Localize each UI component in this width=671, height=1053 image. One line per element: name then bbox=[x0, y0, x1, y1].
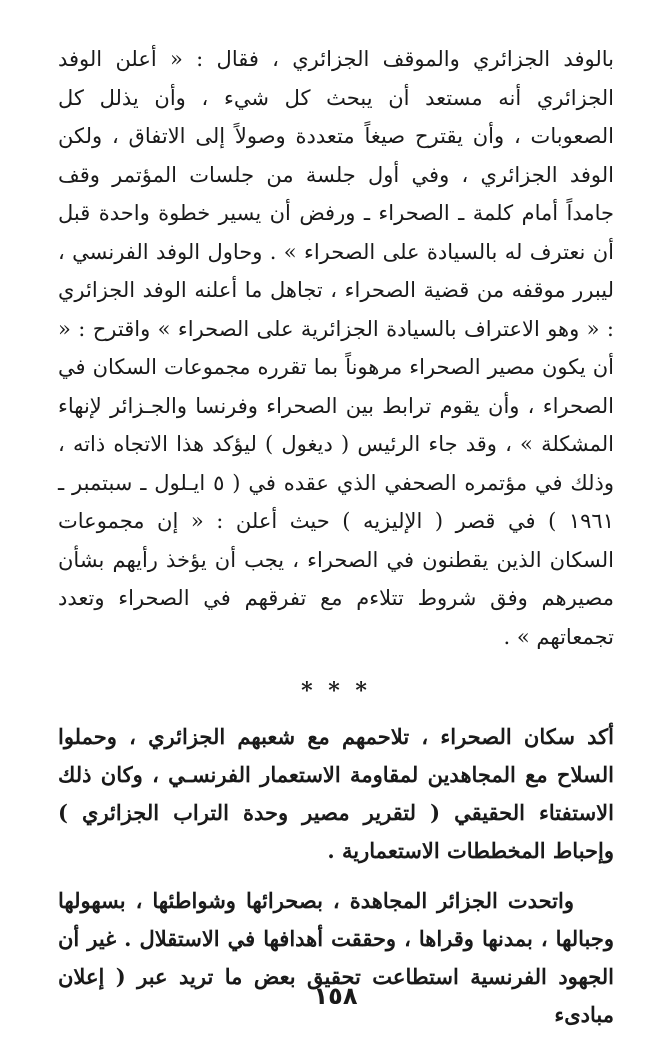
page-body bbox=[58, 40, 614, 1034]
section-separator: * * * bbox=[301, 678, 371, 704]
paragraph-3: واتحدت الجزائر المجاهدة ، بصحرائها وشواطئها ، بسهولها وجبالها ، بمدنها وقراها ، وحققت أهدافها في الاستقلال . غير أن الجهود الفرنسية استطاعت تحقيق بعض ما تريد عبر ( إعلان مبادىء bbox=[58, 888, 614, 1027]
paragraph-1: بالوفد الجزائري والموقف الجزائري ، فقال : « أعلن الوفد الجزائري أنه مستعد أن يبحث كل شيء ، وأن يذلل كل الصعوبات ، وأن يقترح صيغاً متعددة وصولاً إلى الاتفاق ، ولكن الوفد الجزائري ، وفي أول جلسة من جلسات المؤتمر وقف جامداً أمام كلمة ـ الصحراء ـ ورفض أن يسير خطوة واحدة قبل أن نعترف له بالسيادة على الصحراء » . وحاول الوفد الفرنسي ، ليبرر موقفه من قضية الصحراء ، تجاهل ما أعلنه الوفد الجزائري : « وهو الاعتراف بالسيادة الجزائرية على الصحراء » واقترح : « أن يكون مصير الصحراء مرهوناً بما تقرره مجموعات السكان في الصحراء ، وأن يقوم ترابط بين الصحراء وفرنسا والجـزائر لإنهاء المشكلة » ، وقد جاء الرئيس ( ديغول ) ليؤكد هذا الاتجاه ذاته ، وذلك في مؤتمره الصحفي الذي عقده في ( ٥ ايـلول ـ سبتمبر ـ ١٩٦١ ) في قصر ( الإليزيه ) حيث أعلن : « إن مجموعات السكان الذين يقطنون في الصحراء ، يجب أن يؤخذ رأيهم بشأن مصيرهم وفق شروط تتلاءم مع تفرقهم في الصحراء وتعدد تجمعاتهم » . bbox=[58, 47, 614, 649]
page-number: ١٥٨ bbox=[313, 982, 358, 1010]
paragraph-2: أكد سكان الصحراء ، تلاحمهم مع شعبهم الجزائري ، وحملوا السلاح مع المجاهدين لمقاومة الاستعمار الفرنسـي ، وكان ذلك الاستفتاء الحقيقي ( لتقرير مصير وحدة التراب الجزائري ) وإحباط المخططات الاستعمارية . bbox=[58, 724, 614, 863]
paragraph-gap bbox=[58, 870, 614, 882]
